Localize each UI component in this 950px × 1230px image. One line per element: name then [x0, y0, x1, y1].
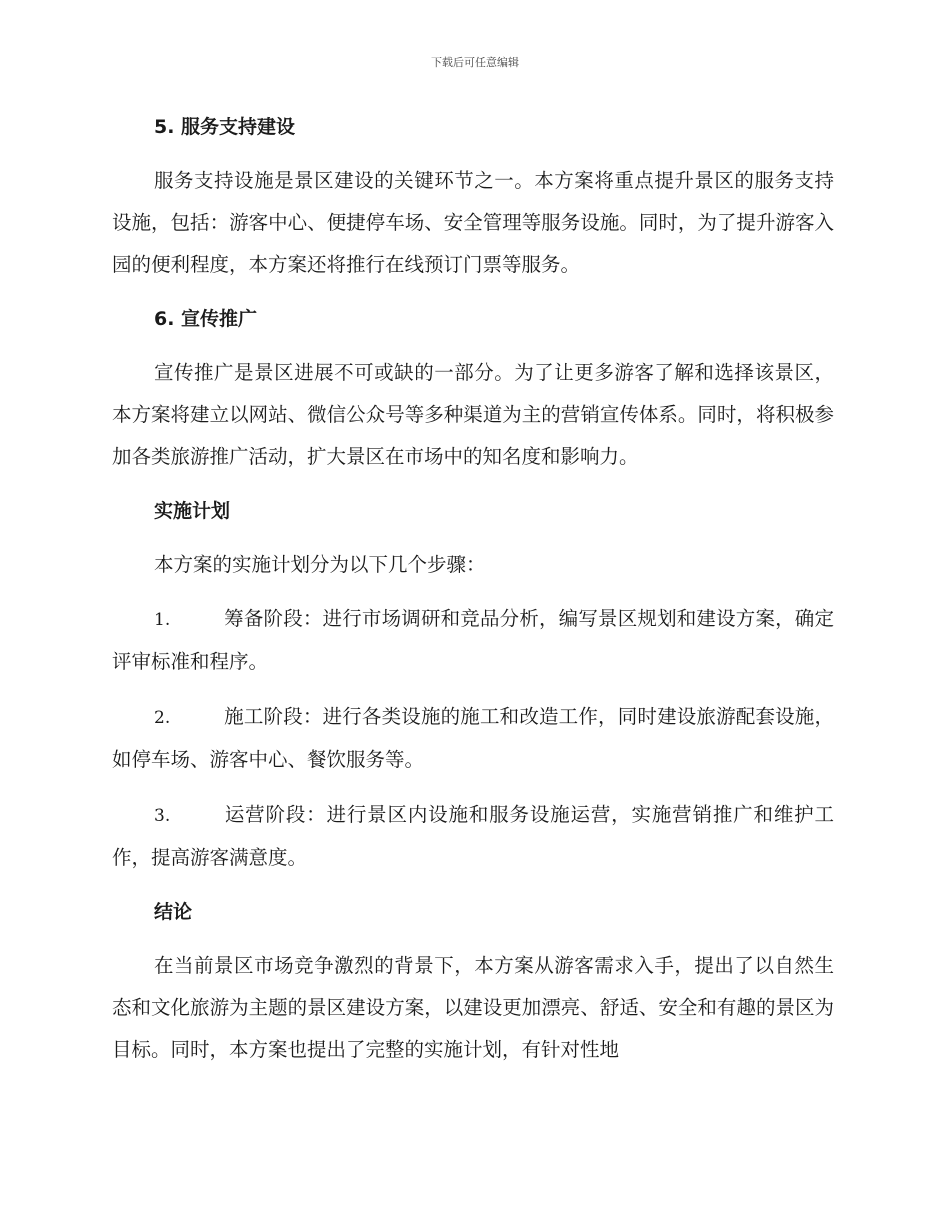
plan-item-number: 3. [154, 806, 171, 826]
section-5-heading: 5. 服务支持建设 [154, 116, 296, 138]
plan-heading: 实施计划 [154, 500, 231, 522]
conclusion-paragraph: 在当前景区市场竞争激烈的背景下，本方案从游客需求入手，提出了以自然生态和文化旅游为主题的景区建设方案，以建设更加漂亮、舒适、安全和有趣的景区为目标。同时，本方案也提出了完整的实施计划，有针对性地 [112, 954, 834, 1061]
plan-item-text: 施工阶段：进行各类设施的施工和改造工作，同时建设旅游配套设施，如停车场、游客中心、餐饮服务等。 [112, 705, 834, 771]
plan-item-text: 筹备阶段：进行市场调研和竞品分析，编写景区规划和建设方案，确定评审标准和程序。 [112, 607, 834, 673]
plan-item-text: 运营阶段：进行景区内设施和服务设施运营，实施营销推广和维护工作，提高游客满意度。 [112, 803, 834, 869]
plan-item-number: 2. [154, 708, 171, 728]
page-header: 下载后可任意编辑 [431, 56, 519, 69]
conclusion-heading: 结论 [154, 901, 193, 923]
section-6-paragraph: 宣传推广是景区进展不可或缺的一部分。为了让更多游客了解和选择该景区，本方案将建立以网站、微信公众号等多种渠道为主的营销宣传体系。同时，将积极参加各类旅游推广活动，扩大景区在市场中的知名度和影响力。 [112, 361, 834, 468]
section-5-paragraph: 服务支持设施是景区建设的关键环节之一。本方案将重点提升景区的服务支持设施，包括：游客中心、便捷停车场、安全管理等服务设施。同时，为了提升游客入园的便利程度，本方案还将推行在线预订门票等服务。 [112, 169, 834, 276]
document-body [112, 106, 834, 1071]
plan-item-3 [112, 794, 834, 879]
section-6-heading: 6. 宣传推广 [154, 308, 258, 330]
plan-item-1 [112, 598, 834, 683]
plan-intro: 本方案的实施计划分为以下几个步骤： [154, 553, 486, 576]
plan-item-number: 1. [154, 610, 171, 630]
plan-item-2 [112, 696, 834, 781]
